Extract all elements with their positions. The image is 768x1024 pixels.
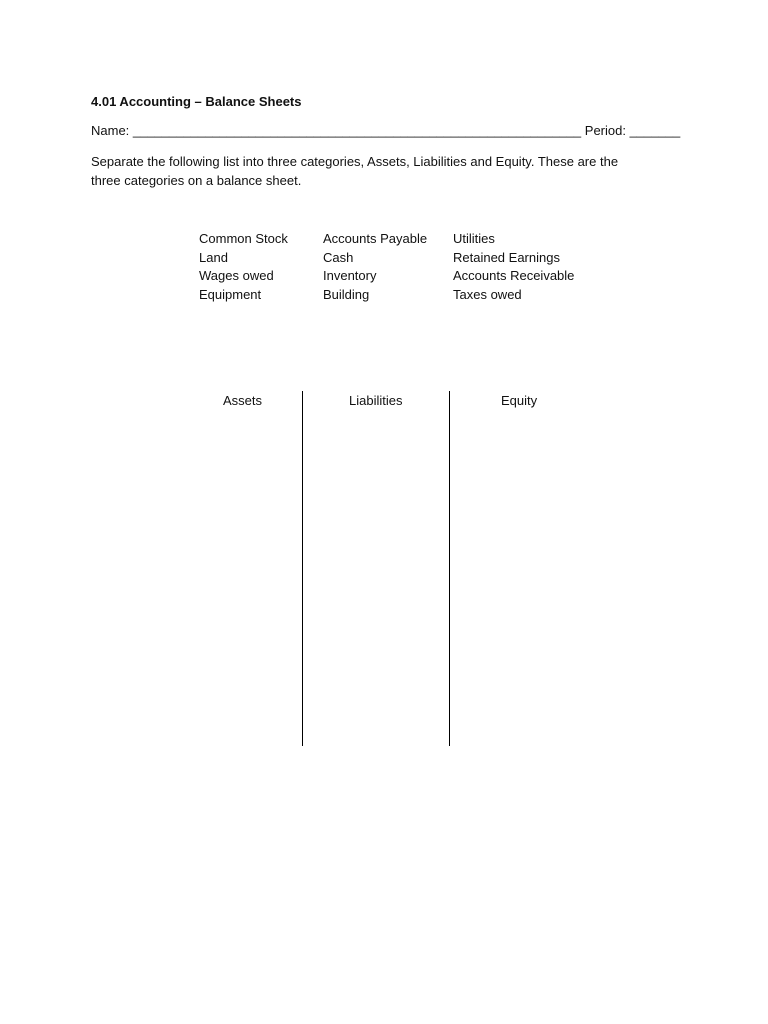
term-item: Inventory xyxy=(323,268,377,284)
term-item: Accounts Receivable xyxy=(453,268,575,284)
name-period-line: Name: ______________________________________________________________ Period: _______ xyxy=(91,123,681,138)
term-column-2 xyxy=(323,230,427,304)
term-column-1 xyxy=(199,230,288,304)
term-item: Common Stock xyxy=(199,231,288,246)
term-column-3 xyxy=(453,230,574,304)
worksheet-title: 4.01 Accounting – Balance Sheets xyxy=(91,94,302,109)
column-divider-liabilities-equity xyxy=(449,391,450,746)
liabilities-header: Liabilities xyxy=(349,393,403,408)
term-item: Cash xyxy=(323,249,354,265)
term-item: Building xyxy=(323,286,370,302)
term-item: Retained Earnings xyxy=(453,249,560,265)
term-item: Taxes owed xyxy=(453,286,522,302)
term-item: Wages owed xyxy=(199,268,274,284)
term-item: Utilities xyxy=(453,231,495,246)
assets-header: Assets xyxy=(223,393,263,408)
term-item: Accounts Payable xyxy=(323,231,428,246)
term-item: Equipment xyxy=(199,286,262,302)
equity-header: Equity xyxy=(501,393,538,408)
instructions-text: Separate the following list into three categories, Assets, Liabilities and Equity. These are the three categories on a balance sheet. xyxy=(91,154,619,188)
column-divider-assets-liabilities xyxy=(302,391,303,746)
term-item: Land xyxy=(199,249,228,265)
